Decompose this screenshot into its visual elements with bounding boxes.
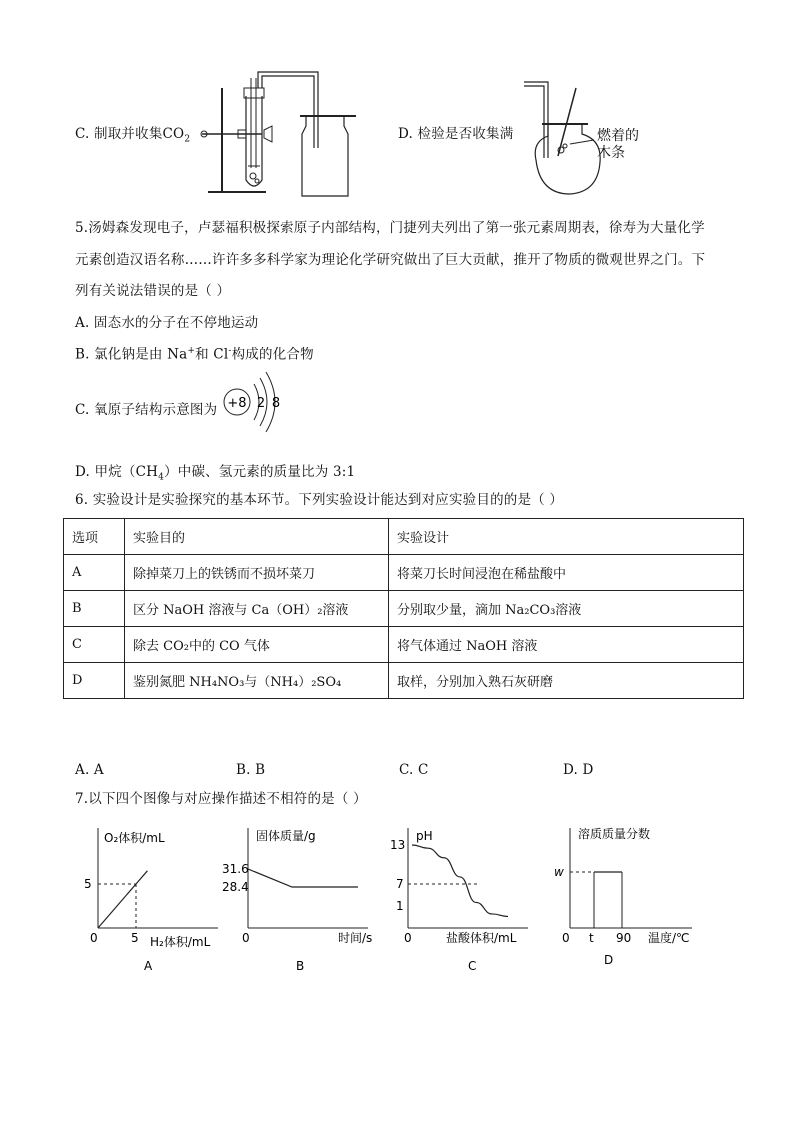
q5-option-d: D. 甲烷$(CH_4)$中碳、氢元素的质量比为 3:1 [75, 464, 356, 483]
chart-c-caption: C [468, 959, 477, 973]
q5-option-c: C. 氧原子结构示意图为 [75, 402, 218, 418]
atom-nucleus-label: +8 [227, 396, 247, 411]
chart-a-xtick: 5 [131, 931, 139, 945]
row-design: 将菜刀长时间浸泡在稀盐酸中 [389, 555, 744, 591]
q6-answer-c: C. C [399, 762, 429, 778]
flame-label: 燃着的 木条 [597, 128, 639, 161]
q5-stem-line-2: 元素创造汉语名称……许许多多科学家为理论化学研究做出了巨大贡献，推开了物质的微观世界之门。下 [75, 252, 706, 268]
table-row [64, 591, 744, 627]
chart-a-ytick: 5 [84, 877, 92, 891]
row-goal: 除掉菜刀上的铁锈而不损坏菜刀 [125, 555, 389, 591]
header-design: 实验设计 [389, 519, 744, 555]
chart-b-ylabel: 固体质量/g [256, 829, 316, 843]
chart-a-xlabel: H₂体积/mL [150, 935, 211, 949]
chart-b-origin: 0 [242, 931, 250, 945]
q7-stem: 7.以下四个图像与对应操作描述不相符的是（ ） [75, 791, 367, 807]
chart-b-ytick-1: 31.6 [222, 862, 249, 876]
table-row [64, 663, 744, 699]
row-option: C [64, 627, 125, 663]
q6-answer-d: D. D [563, 762, 594, 778]
atom-shell-1-count: 2 [256, 396, 266, 411]
chart-c-ytick-3: 1 [396, 899, 404, 913]
table-row [64, 555, 744, 591]
chart-d-xtick-t: t [589, 931, 594, 945]
chart-c-ytick-1: 13 [390, 838, 406, 852]
q6-answer-b: B. B [236, 762, 266, 778]
row-design: 取样，分别加入熟石灰研磨 [389, 663, 744, 699]
chart-b-ytick-2: 28.4 [222, 880, 249, 894]
q5-stem-line-1: 5.汤姆森发现电子，卢瑟福积极探索原子内部结构，门捷列夫列出了第一张元素周期表，徐寿为大量化学 [75, 220, 705, 236]
chart-b [222, 818, 388, 978]
table-header-row [64, 519, 744, 555]
row-option: A [64, 555, 125, 591]
q4-option-c: C. 制取并收集$CO_2$ [75, 126, 191, 145]
chart-d-origin: 0 [562, 931, 570, 945]
q5-option-b: B. 氯化钠是由 Na+和 Cl-构成的化合物 [75, 346, 314, 363]
row-option: D [64, 663, 125, 699]
row-option: B [64, 591, 125, 627]
chart-d-caption: D [604, 953, 614, 967]
q4-option-d: D. 检验是否收集满 [398, 126, 514, 142]
chart-d-xtick-90: 90 [616, 931, 632, 945]
chart-c-ylabel: pH [416, 829, 433, 843]
chart-d [548, 818, 728, 978]
table-row [64, 627, 744, 663]
chart-c-xlabel: 盐酸体积/mL [446, 931, 517, 945]
chart-c [388, 818, 548, 978]
chart-d-xlabel: 温度/℃ [648, 931, 690, 945]
chart-d-ylabel: 溶质质量分数 [578, 827, 651, 841]
q6-answer-a: A. A [75, 762, 104, 778]
chart-c-ytick-2: 7 [396, 877, 404, 891]
q5-option-a: A. 固态水的分子在不停地运动 [75, 315, 259, 331]
q6-stem: 6. 实验设计是实验探究的基本环节。下列实验设计能达到对应实验目的的是（ ） [75, 492, 564, 508]
row-design: 将气体通过 NaOH 溶液 [389, 627, 744, 663]
chart-a-series-line [98, 871, 147, 928]
chart-b-series-line [248, 869, 358, 887]
chart-d-ytick: w [554, 865, 564, 879]
oxygen-atom-structure-diagram [220, 370, 290, 438]
header-goal: 实验目的 [125, 519, 389, 555]
co2-generator-apparatus-figure [198, 68, 358, 200]
chart-a [78, 818, 228, 978]
atom-shell-2-count: 8 [271, 396, 281, 411]
header-option: 选项 [64, 519, 125, 555]
row-goal: 区分 NaOH 溶液与 Ca（OH）₂溶液 [125, 591, 389, 627]
row-design: 分别取少量，滴加 Na₂CO₃溶液 [389, 591, 744, 627]
chart-b-caption: B [296, 959, 305, 973]
chart-a-origin: 0 [90, 931, 98, 945]
chart-c-series-line [412, 845, 508, 917]
row-goal: 鉴别氮肥 NH₄NO₃与（NH₄）₂SO₄ [125, 663, 389, 699]
chart-c-origin: 0 [404, 931, 412, 945]
q6-experiment-table [63, 518, 744, 699]
chart-a-ylabel: O₂体积/mL [104, 831, 165, 845]
chart-a-caption: A [144, 959, 153, 973]
chart-b-xlabel: 时间/s [338, 931, 373, 945]
q5-stem-line-3: 列有关说法错误的是（ ） [75, 283, 231, 299]
row-goal: 除去 CO₂中的 CO 气体 [125, 627, 389, 663]
